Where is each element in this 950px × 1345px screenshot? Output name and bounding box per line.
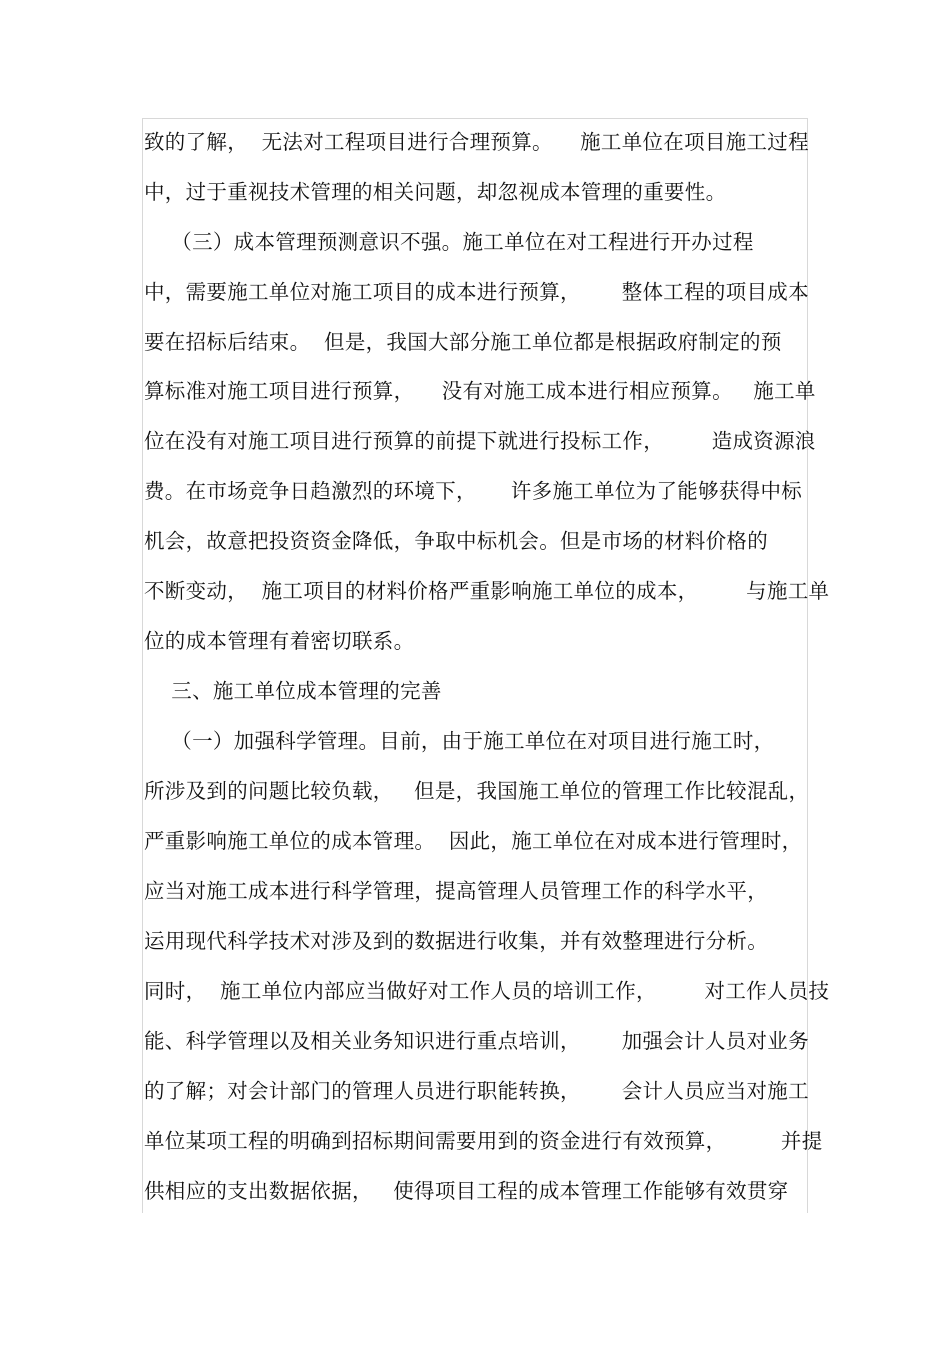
text-line: 机会，故意把投资资金降低，争取中标机会。但是市场的材料价格的 xyxy=(144,529,768,553)
paragraph-heading-3: （三）成本管理预测意识不强。施工单位在对工程进行开办过程 xyxy=(144,230,754,254)
text-line: 费。在市场竞争日趋激烈的环境下， 许多施工单位为了能够获得中标 xyxy=(144,479,803,503)
text-line: 严重影响施工单位的成本管理。 因此，施工单位在对成本进行管理时， xyxy=(144,829,803,853)
text-line: 位的成本管理有着密切联系。 xyxy=(144,629,415,653)
text-line: 应当对施工成本进行科学管理，提高管理人员管理工作的科学水平， xyxy=(144,879,768,903)
text-line: 供相应的支出数据依据， 使得项目工程的成本管理工作能够有效贯穿 xyxy=(144,1179,789,1203)
text-line: 不断变动， 施工项目的材料价格严重影响施工单位的成本， 与施工单 xyxy=(144,579,830,603)
text-line: 同时， 施工单位内部应当做好对工作人员的培训工作， 对工作人员技 xyxy=(144,979,830,1003)
text-line: 算标准对施工项目进行预算， 没有对施工成本进行相应预算。 施工单 xyxy=(144,379,816,403)
text-line: 单位某项工程的明确到招标期间需要用到的资金进行有效预算， 并提 xyxy=(144,1129,823,1153)
text-line: 中，需要施工单位对施工项目的成本进行预算， 整体工程的项目成本 xyxy=(144,280,809,304)
text-line: 中，过于重视技术管理的相关问题，却忽视成本管理的重要性。 xyxy=(144,180,727,204)
page-border-top xyxy=(142,118,808,119)
text-line: 要在招标后结束。 但是，我国大部分施工单位都是根据政府制定的预 xyxy=(144,330,782,354)
text-line: 致的了解， 无法对工程项目进行合理预算。 施工单位在项目施工过程 xyxy=(144,130,809,154)
section-heading: 三、施工单位成本管理的完善 xyxy=(144,679,442,703)
text-line: 能、科学管理以及相关业务知识进行重点培训， 加强会计人员对业务 xyxy=(144,1029,809,1053)
text-line: 运用现代科学技术对涉及到的数据进行收集，并有效整理进行分析。 xyxy=(144,929,768,953)
paragraph-heading-1: （一）加强科学管理。目前，由于施工单位在对项目进行施工时， xyxy=(144,729,775,753)
text-line: 的了解；对会计部门的管理人员进行职能转换， 会计人员应当对施工 xyxy=(144,1079,809,1103)
page-border-left xyxy=(142,118,143,1213)
text-line: 位在没有对施工项目进行预算的前提下就进行投标工作， 造成资源浪 xyxy=(144,429,816,453)
text-line: 所涉及到的问题比较负载， 但是，我国施工单位的管理工作比较混乱， xyxy=(144,779,810,803)
